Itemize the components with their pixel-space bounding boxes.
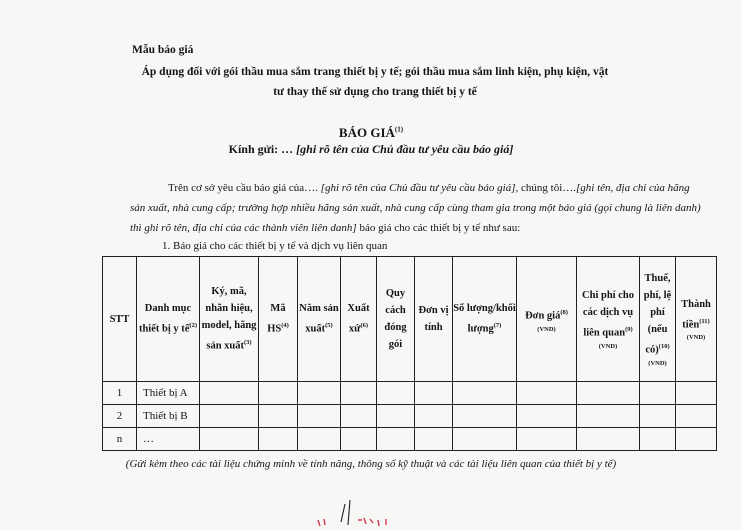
col-header-5 <box>341 257 377 382</box>
col-header-footnote-ref: (10) <box>658 343 670 351</box>
row-empty-cell <box>377 382 415 405</box>
row-number: 1 <box>103 382 137 405</box>
row-empty-cell <box>377 405 415 428</box>
row-empty-cell <box>259 428 298 451</box>
intro-paragraph <box>130 178 702 238</box>
row-empty-cell <box>341 382 377 405</box>
signature-stamp-mark <box>300 498 410 530</box>
col-header-footnote-ref: (5) <box>325 322 333 330</box>
row-empty-cell <box>415 405 453 428</box>
title-footnote-ref: (1) <box>394 125 404 134</box>
row-empty-cell <box>517 382 577 405</box>
row-empty-cell <box>259 382 298 405</box>
col-header-label: Đơn vị tính <box>418 305 449 333</box>
row-empty-cell <box>259 405 298 428</box>
row-item-name: … <box>137 428 200 451</box>
col-header-label: Thành tiền <box>681 298 711 331</box>
col-header-label: Quy cách đóng gói <box>384 288 407 350</box>
col-header-label: Chi phí cho các dịch vụ liên quan <box>582 290 634 339</box>
col-header-label: Mã HS <box>267 303 286 335</box>
addressee-placeholder: [ghi rõ tên của Chủ đầu tư yêu cầu báo giá] <box>296 142 514 156</box>
col-header-7 <box>415 257 453 382</box>
row-empty-cell <box>517 405 577 428</box>
row-empty-cell <box>517 428 577 451</box>
row-empty-cell <box>377 428 415 451</box>
intro-text-3: báo giá cho các thiết bị y tế như sau: <box>356 222 521 234</box>
col-header-label: STT <box>109 313 130 325</box>
row-number: 2 <box>103 405 137 428</box>
col-header-unit: (VND) <box>648 359 667 367</box>
row-empty-cell <box>577 382 640 405</box>
row-item-name: Thiết bị B <box>137 405 200 428</box>
row-empty-cell <box>200 428 259 451</box>
col-header-12 <box>676 257 717 382</box>
row-empty-cell <box>676 405 717 428</box>
col-header-8 <box>453 257 517 382</box>
intro-placeholder-1: [ghi rõ tên của Chủ đầu tư yêu cầu báo giá] <box>320 182 516 194</box>
col-header-10 <box>577 257 640 382</box>
row-item-name: Thiết bị A <box>137 382 200 405</box>
col-header-label: Xuất xứ <box>347 303 370 335</box>
col-header-footnote-ref: (3) <box>244 339 252 347</box>
title-text: BÁO GIÁ <box>338 125 395 140</box>
addressee-label: Kính gửi: … <box>228 142 294 156</box>
row-empty-cell <box>341 428 377 451</box>
col-header-label: Danh mục thiết bị y tế <box>138 303 192 335</box>
row-empty-cell <box>453 405 517 428</box>
row-empty-cell <box>415 382 453 405</box>
row-empty-cell <box>577 428 640 451</box>
intro-placeholder-2: [ghi tên, địa chỉ của hãng sản xuất, nhà cung cấp; trường hợp nhiều hãng sản xuất, nhà cung cấp cùng tham gia trong một báo giá (gọi chung là liên danh) thì ghi rõ tên, địa chỉ của các thành viên liên danh] <box>130 182 701 234</box>
header-row <box>103 257 717 382</box>
col-header-1 <box>137 257 200 382</box>
table-row <box>103 382 717 405</box>
row-empty-cell <box>298 382 341 405</box>
col-header-footnote-ref: (6) <box>360 322 369 330</box>
quote-table <box>102 256 717 451</box>
col-header-footnote-ref: (11) <box>699 317 710 325</box>
row-empty-cell <box>298 405 341 428</box>
col-header-0 <box>103 257 137 382</box>
row-empty-cell <box>640 382 676 405</box>
col-header-label: Số lượng/khối lượng <box>453 303 516 335</box>
table-row <box>103 428 717 451</box>
col-header-footnote-ref: (7) <box>493 322 502 330</box>
col-header-footnote-ref: (2) <box>189 322 198 330</box>
col-header-3 <box>259 257 298 382</box>
row-empty-cell <box>676 428 717 451</box>
row-empty-cell <box>453 428 517 451</box>
row-number: n <box>103 428 137 451</box>
table-row <box>103 405 717 428</box>
row-empty-cell <box>676 382 717 405</box>
form-subtitle: Áp dụng đối với gói thầu mua sắm trang thiết bị y tế; gói thầu mua sắm linh kiện, phụ kiện, vật tư thay thế sử dụng cho trang thiết bị y tế <box>141 66 609 98</box>
col-header-11 <box>640 257 676 382</box>
quote-table-body <box>103 257 717 451</box>
addressee-line <box>0 142 742 157</box>
col-header-label: Năm sản xuất <box>299 303 339 335</box>
col-header-6 <box>377 257 415 382</box>
row-empty-cell <box>415 428 453 451</box>
col-header-4 <box>298 257 341 382</box>
row-empty-cell <box>640 428 676 451</box>
intro-text-1: Trên cơ sở yêu cầu báo giá của…. <box>168 182 321 194</box>
attachment-note: (Gửi kèm theo các tài liệu chứng minh về tính năng, thông số kỹ thuật và các tài liệu liên quan của thiết bị y tế) <box>125 458 617 470</box>
col-header-unit: (VND) <box>686 334 706 342</box>
form-name: Mẫu báo giá <box>132 44 194 56</box>
row-empty-cell <box>341 405 377 428</box>
col-header-9 <box>517 257 577 382</box>
col-header-unit: (VND) <box>598 342 618 350</box>
row-empty-cell <box>577 405 640 428</box>
row-empty-cell <box>200 405 259 428</box>
col-header-unit: (VND) <box>537 325 556 333</box>
col-header-footnote-ref: (9) <box>625 326 633 334</box>
col-header-footnote-ref: (8) <box>560 309 568 317</box>
col-header-footnote-ref: (4) <box>281 322 289 330</box>
row-empty-cell <box>200 382 259 405</box>
col-header-label: Ký, mã, nhãn hiệu, model, hãng sản xuất <box>201 286 257 352</box>
col-header-label: Thuế, phí, lệ phí (nếu có) <box>643 273 672 356</box>
section-heading: 1. Báo giá cho các thiết bị y tế và dịch vụ liên quan <box>162 240 388 252</box>
intro-text-2: , chúng tôi…. <box>515 182 576 194</box>
col-header-2 <box>200 257 259 382</box>
row-empty-cell <box>640 405 676 428</box>
col-header-label: Đơn giá <box>525 310 561 322</box>
row-empty-cell <box>298 428 341 451</box>
document-title <box>0 125 742 141</box>
row-empty-cell <box>453 382 517 405</box>
